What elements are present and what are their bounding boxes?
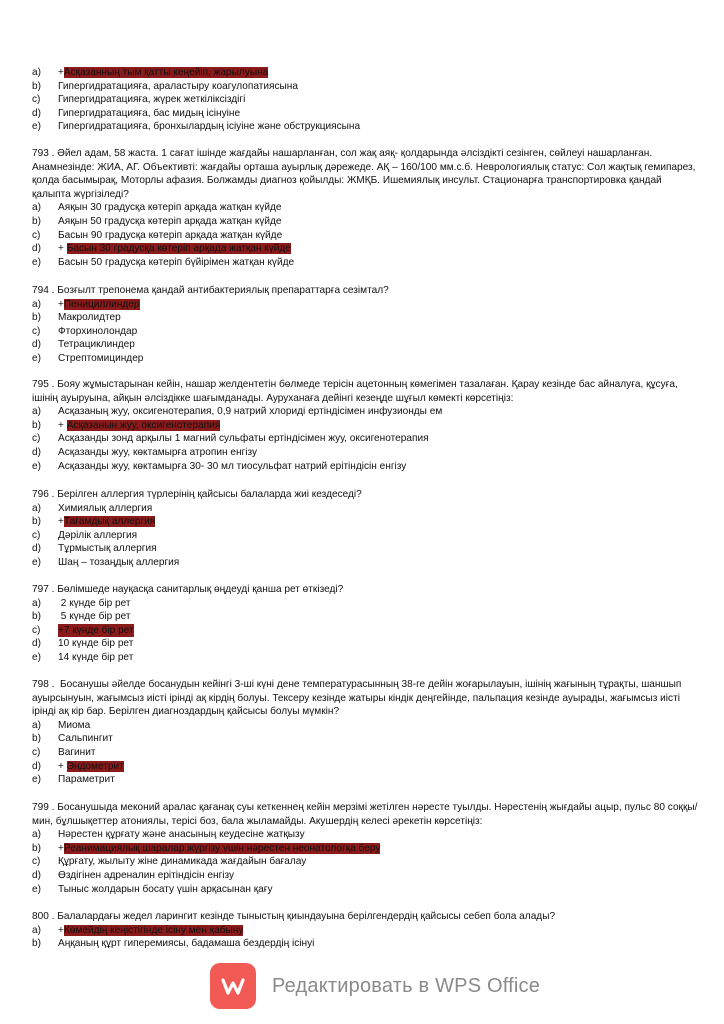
question-text: 795 . Бояу жұмыстарынан кейін, нашар желдентетін бөлмеде терісін ацетонның көмегімен тазалаған. Қарау кезінде бас айналуға, құсуға, ішінің ауыруына, айқын әлсіздікке шағымданады. Ауруханаға дейінгі кезеңде шұғыл көмекті көрсетіңіз: xyxy=(32,379,678,404)
answer-option: e) Гипергидратацияға, бронхылардың ісіуіне және обструкциясына xyxy=(32,121,361,133)
answer-option: a) +Көмейдің кеңістігінде ісіну мен қабыну xyxy=(32,924,244,936)
question-800 xyxy=(32,910,700,951)
answer-option: e) Тыныс жолдарын босату үшін арқасынан қағу xyxy=(32,883,273,895)
answer-option: c) Фторхинолондар xyxy=(32,325,138,337)
answer-option: d) Тетрациклиндер xyxy=(32,339,135,351)
answer-option: a) Миома xyxy=(32,719,91,731)
question-text: 799 . Босанушыда меконий аралас қағанақ суы кеткеннең кейін мерзімі жетілген нәресте туылды. Нәрестенің жығдайы ацыр, пульс 80 соққы/мин, бұлшықеттер атониялы, терісі боз, бала жыламайды. Акушердің келесі әрекетін көрсетіңіз: xyxy=(32,802,698,827)
correct-answer-highlight: Реанимациялық шаралар жүргізу үшін нәрестен неонатологқа беру xyxy=(63,842,381,854)
answer-option: c) Гипергидратацияға, жүрек жеткіліксіздігі xyxy=(32,94,246,106)
answer-option: d) + Эндометрит xyxy=(32,760,124,772)
answer-option: a) +Асқазанның тым қатты кеңейіп, жарылуына xyxy=(32,67,269,78)
question-block-continued xyxy=(32,66,700,134)
answer-option: d) Гипергидратацияға, бас мидың ісінуіне xyxy=(32,107,241,119)
correct-answer-highlight: Асқазанның тым қатты кеңейіп, жарылуына xyxy=(63,67,269,78)
answer-option: d) Асқазанды жуу, көктамырға атропин енгізу xyxy=(32,446,258,458)
answer-option: e) Шаң – тозаңдық аллергия xyxy=(32,556,180,568)
question-text: 798 . Босанушы әйелде босанудын кейінгі 3-ші күні дене температурасынның 38-ге дейін жоғарылауын, ішінің жағының тұрақты, шаншып ауырсынуын, жағымсыз иісті ірінді ақ кірдің болуы. Тексеру кезінде жатыры кіндік деңгейінде, пальпация кезінде ауырады, жағымсыз иісті ірінді ақ кір бар. Берілген диагноздардың қайсысы болуы мүмкін? xyxy=(32,679,685,718)
question-text: 797 . Бөлімшеде науқасқа санитарлық өңдеуді қанша рет өткізеді? xyxy=(32,584,344,595)
answer-option: d) Өздігінен адреналин ерітіндісін енгізу xyxy=(32,869,235,881)
correct-answer-highlight: Тағамдық аллергия xyxy=(63,516,156,528)
answer-option: b) +Тағамдық аллергия xyxy=(32,516,156,528)
answer-option: c) Вагинит xyxy=(32,746,96,758)
answer-option: a) 2 күнде бір рет xyxy=(32,597,131,609)
answer-option: e) Параметрит xyxy=(32,774,115,786)
answer-option: b) Сальпингит xyxy=(32,733,113,745)
edit-in-wps-banner[interactable] xyxy=(210,962,540,1010)
correct-answer-highlight: +7 күнде бір рет xyxy=(58,624,134,636)
answer-option: b) Аяқын 50 градусқа көтеріп арқада жатқан күйде xyxy=(32,215,282,227)
answer-option: b) + Асқазанын жуу, оксигенотерапия xyxy=(32,419,221,431)
question-797 xyxy=(32,583,700,665)
answer-option: e) Басын 50 градусқа көтеріп бүйірімен жатқан күйде xyxy=(32,256,295,268)
answer-option: a) +Пенициллиндер xyxy=(32,298,140,310)
question-text: 800 . Балалардағы жедел ларингит кезінде тыныстың қиындауына берілгендердің қайсысы себеп бола алады? xyxy=(32,911,556,922)
correct-answer-highlight: Басын 30 градусқа көтеріп арқада жатқан күйде xyxy=(66,243,291,255)
answer-option: d) + Басын 30 градусқа көтеріп арқада жатқан күйде xyxy=(32,243,291,255)
answer-option: e) Стрептомициндер xyxy=(32,352,144,364)
question-794 xyxy=(32,284,700,366)
answer-option: e) Асқазанды жуу, көктамырға 30- 30 мл тиосульфат натрий ерітіндісін енгізу xyxy=(32,460,407,472)
answer-option: a) Химиялық аллергия xyxy=(32,502,153,514)
answer-option: b) +Реанимациялық шаралар жүргізу үшін нәрестен неонатологқа беру xyxy=(32,842,381,854)
answer-option: c) Дәрілік аллергия xyxy=(32,529,138,541)
correct-answer-highlight: Көмейдің кеңістігінде ісіну мен қабыну xyxy=(63,924,244,936)
answer-option: c) Асқазанды зонд арқылы 1 магний сульфаты ертіндісімен жуу, оксигенотерапия xyxy=(32,433,429,445)
question-text: 793 . Әйел адам, 58 жаста. 1 сағат ішінде жағдайы нашарланған, сол жақ аяқ- қолдарында әлсіздікті сезінген, сөйлеуі нашарланған. Анамнезінде: ЖИА, АГ. Объективті: жағдайы орташа ауырлық дәрежеде. АҚ – 160/100 мм.с.б. Неврологиялық статус: Сол жақтық гемипарез, қолда басымырақ, Моторлы афазия. Болжамды диагноз қойылды: ЖМҚБ. Ишемиялық инсульт. Стационарға транспортировка қандай қалыпта жүргізіледі? xyxy=(32,148,696,200)
question-798 xyxy=(32,678,700,787)
edit-in-wps-label[interactable]: Редактировать в WPS Office xyxy=(272,974,541,997)
correct-answer-highlight: Эндометрит xyxy=(66,760,124,772)
correct-answer-highlight: Асқазанын жуу, оксигенотерапия xyxy=(66,419,221,431)
question-799 xyxy=(32,801,700,896)
answer-option: b) Макролидтер xyxy=(32,312,121,324)
question-795 xyxy=(32,378,700,473)
question-796 xyxy=(32,488,700,570)
answer-option: c) Құрғату, жылыту жіне динамикада жағдайын бағалау xyxy=(32,856,307,868)
answer-option: d) 10 күнде бір рет xyxy=(32,638,134,650)
answer-option: b) Аңқаның құрт гиперемиясы, бадамаша бездердің ісінуі xyxy=(32,938,315,950)
answer-option: b) Гипергидратацияға, араластыру коагулопатиясына xyxy=(32,80,298,92)
answer-option: a) Аяқын 30 градусқа көтеріп арқада жатқан күйде xyxy=(32,202,282,214)
answer-option: d) Тұрмыстық аллергия xyxy=(32,543,157,555)
answer-option: a) Нәрестен құрғату және анасының кеудесіне жатқызу xyxy=(32,829,305,841)
question-text: 796 . Берілген аллергия түрлерінің қайсысы балаларда жиі кездеседі? xyxy=(32,489,362,500)
answer-option: c) +7 күнде бір рет xyxy=(32,624,134,636)
answer-option: b) 5 күнде бір рет xyxy=(32,611,131,623)
wps-office-logo-icon xyxy=(210,963,256,1009)
question-text: 794 . Бозғылт трепонема қандай антибактериялық препараттарға сезімтал? xyxy=(32,285,389,296)
question-793 xyxy=(32,147,700,269)
correct-answer-highlight: Пенициллиндер xyxy=(63,298,140,310)
answer-option: e) 14 күнде бір рет xyxy=(32,651,134,663)
answer-option: a) Асқазаның жуу, оксигенотерапия, 0,9 натрий хлориді ертіндісімен инфузионды ем xyxy=(32,406,443,418)
answer-option: c) Басын 90 градусқа көтеріп арқада жатқан күйде xyxy=(32,229,283,241)
